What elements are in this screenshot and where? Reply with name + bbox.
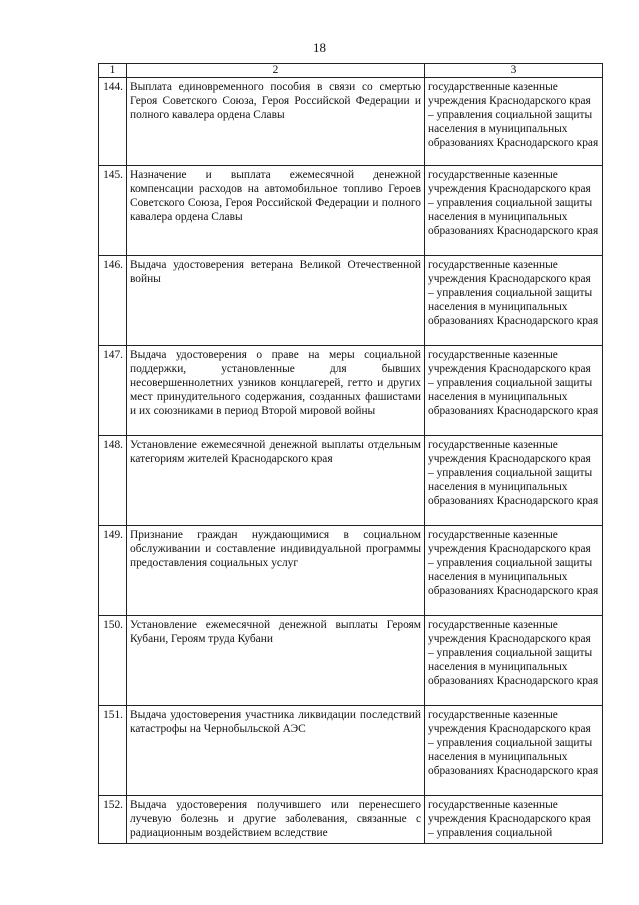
responsible-organization: государственные казенные учреждения Краснодарского края – управления социальной защиты населения в муниципальных образованиях Краснодарского края — [425, 256, 603, 346]
table-header-row — [99, 64, 603, 78]
column-header: 1 — [99, 64, 127, 78]
row-number: 144. — [99, 78, 127, 166]
responsible-organization: государственные казенные учреждения Краснодарского края – управления социальной защиты населения в муниципальных образованиях Краснодарского края — [425, 346, 603, 436]
service-description: Признание граждан нуждающимися в социальном обслуживании и составление индивидуальной программы предоставления социальных услуг — [127, 526, 425, 616]
table-row — [99, 796, 603, 844]
row-number: 152. — [99, 796, 127, 844]
responsible-organization: государственные казенные учреждения Краснодарского края – управления социальной защиты населения в муниципальных образованиях Краснодарского края — [425, 706, 603, 796]
service-description: Выдача удостоверения ветерана Великой Отечественной войны — [127, 256, 425, 346]
row-number: 151. — [99, 706, 127, 796]
service-description: Выплата единовременного пособия в связи со смертью Героя Советского Союза, Героя Российской Федерации и полного кавалера ордена Славы — [127, 78, 425, 166]
table-row — [99, 346, 603, 436]
service-description: Выдача удостоверения о праве на меры социальной поддержки, установленные для бывших несовершеннолетних узников концлагерей, гетто и других мест принудительного содержания, созданных фашистами и их союзниками в период Второй мировой войны — [127, 346, 425, 436]
column-header: 3 — [425, 64, 603, 78]
row-number: 146. — [99, 256, 127, 346]
row-number: 150. — [99, 616, 127, 706]
service-description: Установление ежемесячной денежной выплаты Героям Кубани, Героям труда Кубани — [127, 616, 425, 706]
responsible-organization: государственные казенные учреждения Краснодарского края – управления социальной — [425, 796, 603, 844]
table-row — [99, 616, 603, 706]
page-number: 18 — [313, 40, 326, 55]
service-description: Выдача удостоверения участника ликвидации последствий катастрофы на Чернобыльской АЭС — [127, 706, 425, 796]
row-number: 147. — [99, 346, 127, 436]
responsible-organization: государственные казенные учреждения Краснодарского края – управления социальной защиты населения в муниципальных образованиях Краснодарского края — [425, 166, 603, 256]
service-description: Назначение и выплата ежемесячной денежной компенсации расходов на автомобильное топливо Героев Советского Союза, Героя Российской Федерации и полного кавалера ордена Славы — [127, 166, 425, 256]
table-row — [99, 436, 603, 526]
responsible-organization: государственные казенные учреждения Краснодарского края – управления социальной защиты населения в муниципальных образованиях Краснодарского края — [425, 616, 603, 706]
responsible-organization: государственные казенные учреждения Краснодарского края – управления социальной защиты населения в муниципальных образованиях Краснодарского края — [425, 436, 603, 526]
table-row — [99, 78, 603, 166]
table-row — [99, 166, 603, 256]
responsible-organization: государственные казенные учреждения Краснодарского края – управления социальной защиты населения в муниципальных образованиях Краснодарского края — [425, 78, 603, 166]
table-row — [99, 256, 603, 346]
service-description: Выдача удостоверения получившего или перенесшего лучевую болезнь и другие заболевания, связанные с радиационным воздействием вследствие — [127, 796, 425, 844]
row-number: 145. — [99, 166, 127, 256]
services-table — [98, 63, 603, 844]
table-row — [99, 526, 603, 616]
service-description: Установление ежемесячной денежной выплаты отдельным категориям жителей Краснодарского края — [127, 436, 425, 526]
column-header: 2 — [127, 64, 425, 78]
row-number: 149. — [99, 526, 127, 616]
responsible-organization: государственные казенные учреждения Краснодарского края – управления социальной защиты населения в муниципальных образованиях Краснодарского края — [425, 526, 603, 616]
table-row — [99, 706, 603, 796]
row-number: 148. — [99, 436, 127, 526]
